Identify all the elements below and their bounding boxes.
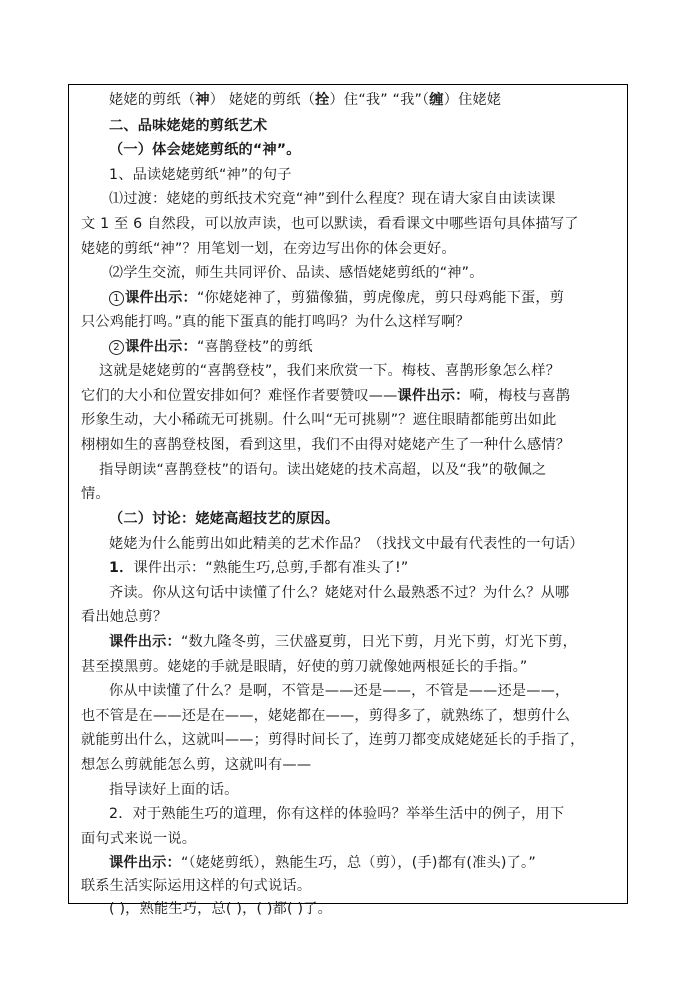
text: “（姥姥剪纸），熟能生巧，总（剪），(手)都有(准头)了。”	[180, 855, 536, 871]
text: ） 姥姥的剪纸（	[209, 92, 316, 108]
text-bold: 缠	[429, 92, 444, 108]
paragraph-line: 情。	[81, 486, 110, 502]
paragraph-line: 姥姥的剪纸“神”？用笔划一划，在旁边写出你的体会更好。	[81, 241, 456, 257]
text-bold: 神	[195, 92, 210, 108]
paragraph-line: ( )，熟能生巧，总( )，( )都( )了。	[109, 901, 332, 917]
paragraph-line: 联系生活实际运用这样的句式说话。	[81, 878, 312, 894]
paragraph-line: 面句式来说一说。	[81, 831, 197, 847]
paragraph-line	[69, 555, 627, 581]
text: 过渡：姥姥的剪纸技术究竟“神”到什么程度？现在请大家自由读读课	[123, 191, 556, 207]
paragraph-line: 就能剪出什么，这就叫——；剪得时间长了，连剪刀都变成姥姥延长的手指了，	[81, 732, 585, 748]
paragraph-line: 文 1 至 6 自然段，可以放声读，也可以默读，看看课文中哪些语句具体描写了	[81, 216, 579, 232]
paragraph-line: 也不管是在——还是在——，姥姥都在——，剪得多了，就熟练了，想剪什么	[81, 708, 571, 724]
paragraph-line	[69, 285, 627, 311]
text: “熟能生巧,总剪,手都有准头了!”	[205, 560, 409, 576]
subheading-1: （一）体会姥姥剪纸的“神”。	[109, 142, 301, 158]
text: 它们的大小和位置安排如何？难怪作者要赞叹——	[81, 388, 398, 404]
section-heading-2: 二、品味姥姥的剪纸艺术	[109, 118, 268, 134]
paragraph-line: 指导朗读“喜鹊登枝”的语句。读出姥姥的技术高超，以及“我”的敬佩之	[99, 462, 547, 478]
text: 学生交流，师生共同评价、品读、感悟姥姥剪纸的“神”。	[123, 265, 484, 281]
courseware-label: 课件出示：	[125, 339, 197, 355]
text: “喜鹊登枝”的剪纸	[196, 339, 313, 355]
paragraph-line: 齐读。你从这句话中读懂了什么？姥姥对什么最熟悉不过？为什么？从哪	[109, 585, 570, 601]
paragraph-line	[69, 260, 627, 286]
paragraph-line	[69, 629, 627, 655]
paragraph-line: 指导读好上面的话。	[109, 782, 239, 798]
paren-number: ⑴	[109, 191, 124, 207]
paragraph-line: 1、品读姥姥剪纸“神”的句子	[109, 167, 292, 183]
courseware-label: 课件出示：	[133, 560, 206, 576]
paren-number: ⑵	[109, 265, 124, 281]
paragraph-line: 只公鸡能打鸣。”真的能下蛋真的能打鸣吗？为什么这样写啊？	[81, 314, 470, 330]
paragraph-line	[69, 334, 627, 360]
line-titles	[69, 87, 627, 113]
text-bold: 拴	[315, 92, 330, 108]
courseware-label: 课件出示：	[397, 388, 470, 404]
text: “数九隆冬剪，三伏盛夏剪，日光下剪，月光下剪，灯光下剪，	[180, 634, 577, 650]
paragraph-line	[69, 383, 627, 409]
paragraph-line: 这就是姥姥剪的“喜鹊登枝”，我们来欣赏一下。梅枝、喜鹊形象怎么样？	[99, 363, 561, 379]
paragraph-line: 甚至摸黑剪。姥姥的手就是眼睛，好使的剪刀就像她两根延长的手指。”	[81, 659, 528, 675]
text: 嗬，梅枝与喜鹊	[469, 388, 571, 404]
paragraph-line: 看出她总剪？	[81, 609, 168, 625]
paragraph-line: 栩栩如生的喜鹊登枝图，看到这里，我们不由得对姥姥产生了一种什么感情？	[81, 437, 571, 453]
paragraph-line: 姥姥为什么能剪出如此精美的艺术作品？（找找文中最有代表性的一句话）	[109, 536, 584, 552]
paragraph-line: 想怎么剪就能怎么剪，这就叫有——	[81, 757, 312, 773]
text: 姥姥的剪纸（	[109, 92, 196, 108]
text: ）住“我” “我”（	[329, 92, 430, 108]
courseware-label: 课件出示：	[125, 290, 197, 306]
paragraph-line	[69, 186, 627, 212]
text: ）住姥姥	[443, 92, 502, 108]
circled-number: 1	[109, 291, 124, 306]
paragraph-line: 形象生动，大小稀疏无可挑剔。什么叫“无可挑剔”？遮住眼睛都能剪出如此	[81, 412, 557, 428]
subheading-2: （二）讨论：姥姥高超技艺的原因。	[109, 511, 340, 527]
paragraph-line: 你从中读懂了什么？是啊，不管是——还是——，不管是——还是——，	[109, 683, 570, 699]
courseware-label: 课件出示：	[109, 634, 181, 650]
courseware-label: 课件出示：	[109, 855, 181, 871]
text: “你姥姥神了，剪猫像猫，剪虎像虎，剪只母鸡能下蛋，剪	[196, 290, 565, 306]
item-number: 1．	[109, 560, 134, 576]
paragraph-line: 2．对于熟能生巧的道理，你有这样的体验吗？举举生活中的例子，用下	[109, 806, 565, 822]
lesson-plan-table-cell	[68, 84, 628, 917]
circled-number: 2	[109, 340, 124, 355]
